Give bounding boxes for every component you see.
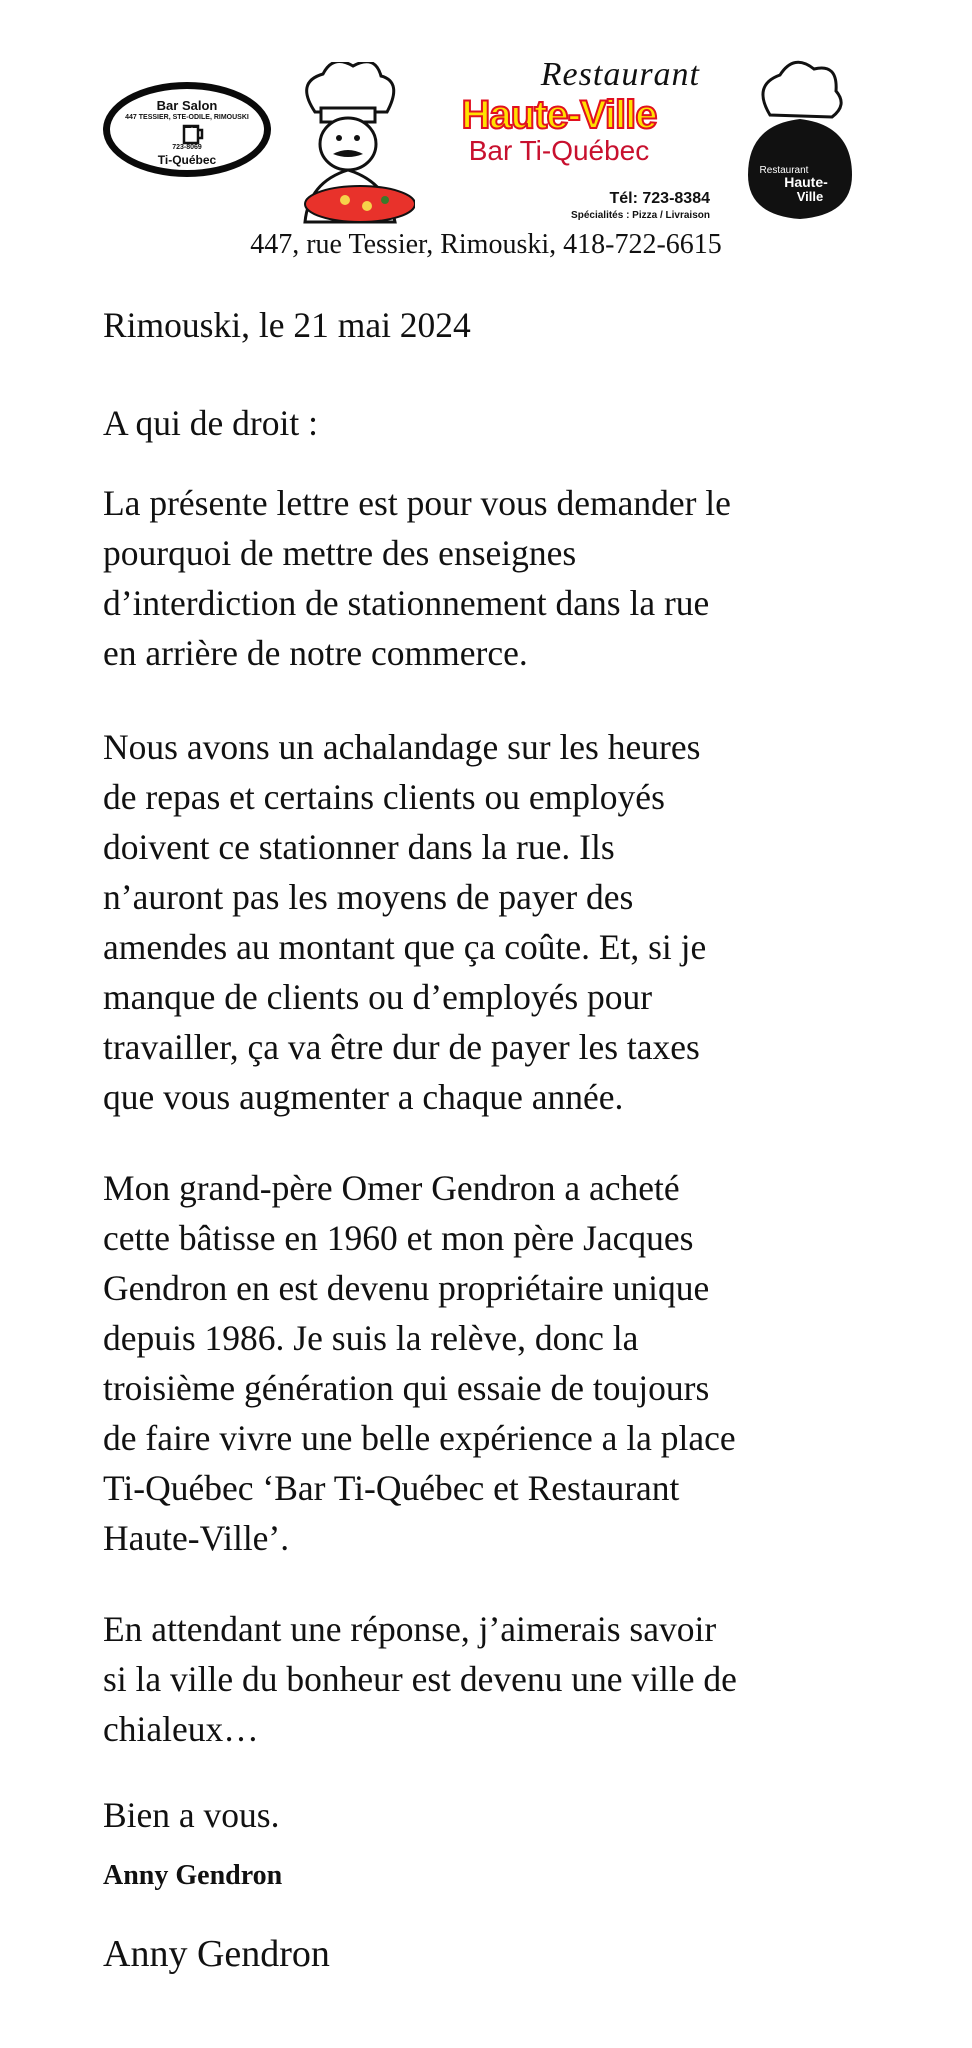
text-line: manque de clients ou d’employés pour (103, 977, 653, 1017)
text-line: La présente lettre est pour vous demander le (103, 483, 731, 523)
specialties: Spécialités : Pizza / Livraison (571, 210, 710, 221)
signature-name-bold: Anny Gendron (103, 1860, 283, 1891)
chef-pizza-icon (285, 62, 415, 224)
logo-line: Haute- (784, 174, 828, 190)
text-line: Nous avons un achalandage sur les heures (103, 727, 701, 767)
text-line: Haute-Ville’. (103, 1518, 290, 1558)
paragraph-2 (103, 722, 893, 1122)
logo-line: Ville (796, 189, 824, 204)
text-line: Gendron en est devenu propriétaire unique (103, 1268, 710, 1308)
text-line: que vous augmenter a chaque année. (103, 1077, 624, 1117)
text-line: chialeux… (103, 1709, 259, 1749)
bar-name: Bar Ti-Québec (468, 135, 650, 166)
text-line: si la ville du bonheur est devenu une ville de (103, 1659, 737, 1699)
text-line: doivent ce stationner dans la rue. Ils (103, 827, 615, 867)
beer-mug-icon (182, 123, 206, 145)
text-line: d’interdiction de stationnement dans la rue (103, 583, 710, 623)
logo-line: Restaurant (759, 165, 809, 176)
letter-date: Rimouski, le 21 mai 2024 (103, 305, 471, 345)
text-line: depuis 1986. Je suis la relève, donc la (103, 1318, 639, 1358)
letter-salutation: A qui de droit : (103, 403, 318, 443)
text-line: cette bâtisse en 1960 et mon père Jacques (103, 1218, 694, 1258)
letter-closing: Bien a vous. (103, 1795, 280, 1835)
logo-line: Bar Salon (156, 98, 218, 113)
paragraph-4 (103, 1604, 893, 1754)
text-line: travailler, ça va être dur de payer les taxes (103, 1027, 700, 1067)
text-line: amendes au montant que ça coûte. Et, si je (103, 927, 707, 967)
business-address: 447, rue Tessier, Rimouski, 418-722-6615 (250, 229, 722, 260)
paragraph-1 (103, 478, 893, 678)
text-line: En attendant une réponse, j’aimerais savoir (103, 1609, 717, 1649)
text-line: en arrière de notre commerce. (103, 633, 528, 673)
text-line: de faire vivre une belle expérience a la place (103, 1418, 736, 1458)
text-line: Mon grand-père Omer Gendron a acheté (103, 1168, 680, 1208)
restaurant-name: Haute-Ville (461, 93, 657, 137)
text-line: n’auront pas les moyens de payer des (103, 877, 634, 917)
logo-line: Ti-Québec (157, 153, 217, 167)
text-line: Ti-Québec ‘Bar Ti-Québec et Restaurant (103, 1468, 680, 1508)
text-line: troisième génération qui essaie de toujours (103, 1368, 710, 1408)
phone-number: Tél: 723-8384 (609, 190, 710, 207)
chef-logo-icon (740, 55, 860, 225)
restaurant-label: Restaurant (540, 56, 700, 93)
logo-line: 447 TESSIER, STE-ODILE, RIMOUSKI (125, 114, 249, 121)
text-line: pourquoi de mettre des enseignes (103, 533, 577, 573)
logo-line: 723-8069 (172, 144, 202, 151)
text-line: de repas et certains clients ou employés (103, 777, 665, 817)
bar-salon-logo (103, 82, 271, 177)
signature-name: Anny Gendron (103, 1933, 330, 1975)
paragraph-3 (103, 1163, 893, 1563)
